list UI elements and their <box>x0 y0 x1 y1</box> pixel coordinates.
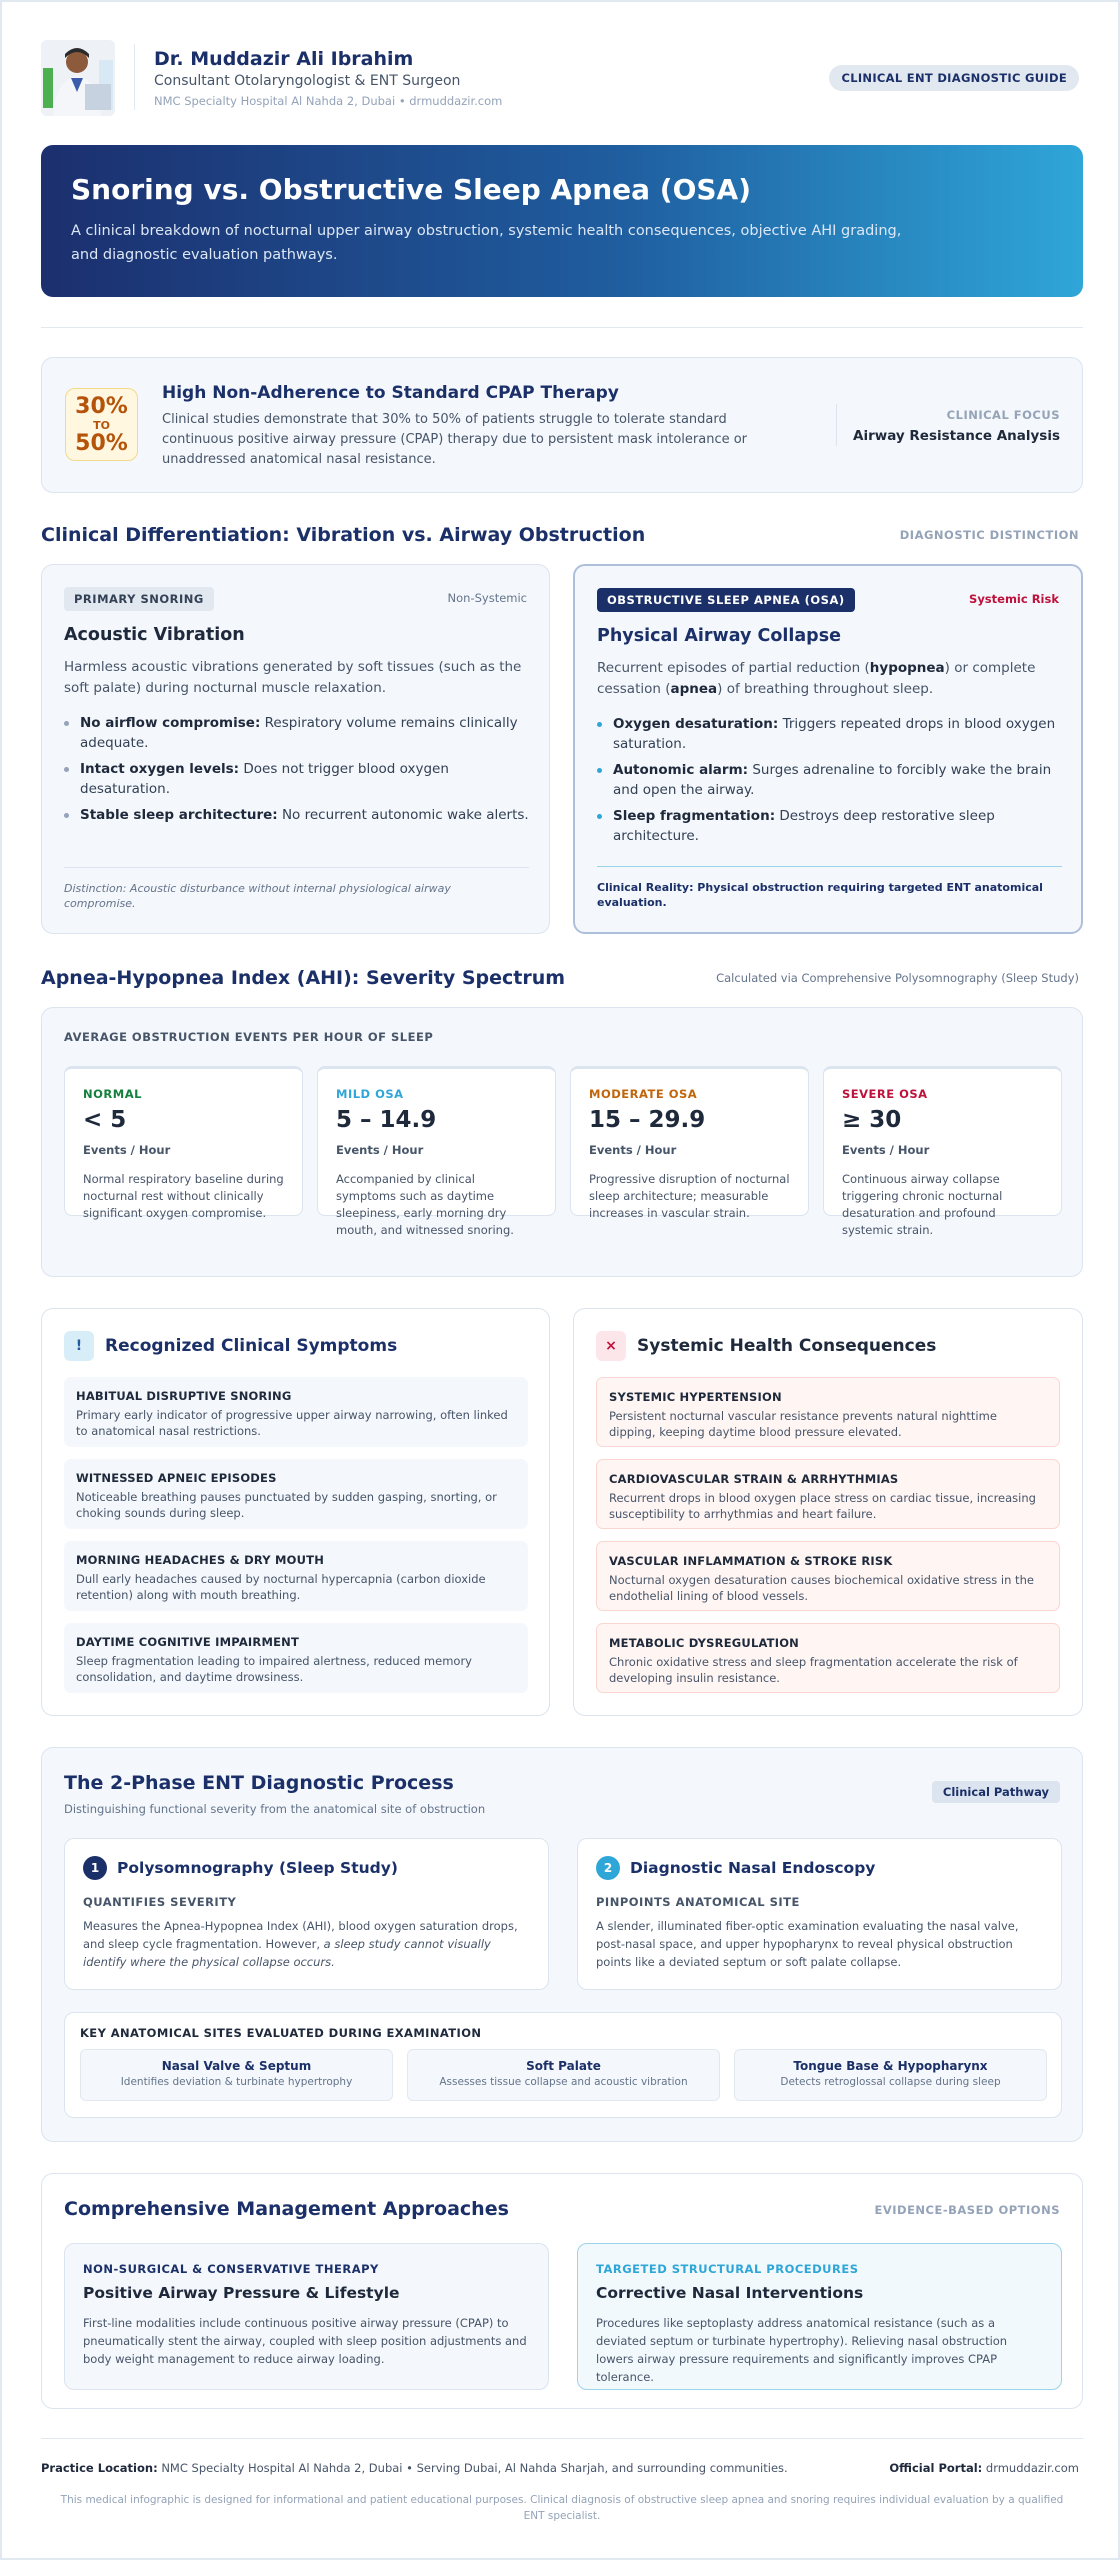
footer-divider <box>41 2438 1083 2439</box>
snoring-title: Acoustic Vibration <box>64 625 245 645</box>
snoring-bullet: Stable sleep architecture: No recurrent autonomic wake alerts. <box>64 805 529 825</box>
symptoms-card <box>41 1308 550 1716</box>
phase-2-card <box>577 1838 1062 1990</box>
consequence-item: VASCULAR INFLAMMATION & STROKE RISK Nocturnal oxygen desaturation causes biochemical oxidative stress in the endothelial lining of blood vessels. <box>596 1541 1060 1611</box>
site-soft-palate: Soft Palate Assesses tissue collapse and acoustic vibration <box>407 2049 720 2101</box>
doctor-name: Dr. Muddazir Ali Ibrahim <box>154 48 414 70</box>
ahi-level-mild <box>317 1066 556 1237</box>
symptom-item: HABITUAL DISRUPTIVE SNORING Primary early indicator of progressive upper airway narrowing, often linked to anatomical nasal restrictions. <box>64 1377 528 1447</box>
practice-text: NMC Specialty Hospital Al Nahda 2, Dubai • Serving Dubai, Al Nahda Sharjah, and surrounding communities. <box>161 2461 788 2475</box>
ahi-note: Calculated via Comprehensive Polysomnography (Sleep Study) <box>716 971 1079 985</box>
phase-number: 2 <box>596 1856 620 1880</box>
ahi-kicker: AVERAGE OBSTRUCTION EVENTS PER HOUR OF SLEEP <box>64 1030 434 1044</box>
ahi-level-range: < 5 <box>83 1107 127 1133</box>
consequences-card <box>573 1308 1083 1716</box>
phase-title: Polysomnography (Sleep Study) <box>117 1859 398 1877</box>
doctor-role: Consultant Otolaryngologist & ENT Surgeon <box>154 73 461 89</box>
phase-1-card <box>64 1838 549 1990</box>
phase-kicker: QUANTIFIES SEVERITY <box>83 1895 237 1909</box>
ahi-level-range: 15 – 29.9 <box>589 1107 706 1133</box>
ahi-level-severe <box>823 1066 1062 1237</box>
sites-heading: KEY ANATOMICAL SITES EVALUATED DURING EXAMINATION <box>80 2026 482 2040</box>
management-title-right: Corrective Nasal Interventions <box>596 2284 864 2302</box>
osa-bullet: Sleep fragmentation: Destroys deep restorative sleep architecture. <box>597 806 1062 846</box>
header-divider <box>134 44 135 110</box>
divider <box>41 327 1083 328</box>
snoring-note: Distinction: Acoustic disturbance without internal physiological airway compromise. <box>64 882 451 910</box>
cpap-title: High Non-Adherence to Standard CPAP Therapy <box>162 383 619 403</box>
management-heading: Comprehensive Management Approaches <box>64 2198 509 2220</box>
osa-note: Clinical Reality: Physical obstruction requiring targeted ENT anatomical evaluation. <box>597 881 1043 909</box>
practice-label: Practice Location: <box>41 2461 158 2475</box>
osa-bullet: Autonomic alarm: Surges adrenaline to forcibly wake the brain and open the airway. <box>597 760 1062 800</box>
process-panel <box>41 1747 1083 2142</box>
portal-link[interactable]: drmuddazir.com <box>985 2461 1079 2475</box>
site-tongue-base: Tongue Base & Hypopharynx Detects retroglossal collapse during sleep <box>734 2049 1047 2101</box>
consequence-item: CARDIOVASCULAR STRAIN & ARRHYTHMIAS Recurrent drops in blood oxygen place stress on cardiac tissue, increasing susceptibility to arrhythmias and heart failure. <box>596 1459 1060 1529</box>
ahi-level-label: NORMAL <box>83 1087 142 1101</box>
osa-title: Physical Airway Collapse <box>597 626 841 646</box>
alert-icon: ! <box>64 1331 94 1361</box>
clinical-focus-label: CLINICAL FOCUS <box>946 408 1060 422</box>
management-structural <box>577 2243 1062 2390</box>
snoring-bullet: Intact oxygen levels: Does not trigger blood oxygen desaturation. <box>64 759 529 799</box>
snoring-bullet: No airflow compromise: Respiratory volume remains clinically adequate. <box>64 713 529 753</box>
phase-title: Diagnostic Nasal Endoscopy <box>630 1859 876 1877</box>
phase-number: 1 <box>83 1856 107 1880</box>
ahi-heading: Apnea-Hypopnea Index (AHI): Severity Spectrum <box>41 967 566 989</box>
osa-card <box>573 564 1083 934</box>
cpap-percent-badge <box>65 388 138 461</box>
ahi-level-label: MODERATE OSA <box>589 1087 698 1101</box>
osa-bullets <box>597 714 1062 852</box>
management-conservative <box>64 2243 549 2390</box>
osa-tag: OBSTRUCTIVE SLEEP APNEA (OSA) <box>597 588 855 612</box>
osa-bullet: Oxygen desaturation: Triggers repeated drops in blood oxygen saturation. <box>597 714 1062 754</box>
snoring-tag: PRIMARY SNORING <box>64 587 214 611</box>
doctor-avatar <box>41 40 115 116</box>
consequence-item: SYSTEMIC HYPERTENSION Persistent nocturnal vascular resistance prevents natural nighttime dipping, keeping daytime blood pressure elevated. <box>596 1377 1060 1447</box>
guide-badge: CLINICAL ENT DIAGNOSTIC GUIDE <box>829 65 1079 91</box>
anatomical-sites-box <box>64 2012 1062 2118</box>
symptoms-heading: Recognized Clinical Symptoms <box>105 1336 398 1356</box>
management-kicker: EVIDENCE-BASED OPTIONS <box>874 2203 1060 2217</box>
process-heading: The 2-Phase ENT Diagnostic Process <box>64 1772 454 1794</box>
symptom-item: DAYTIME COGNITIVE IMPAIRMENT Sleep fragmentation leading to impaired alertness, reduced memory consolidation, and daytime drowsiness. <box>64 1623 528 1693</box>
management-text-left: First-line modalities include continuous positive airway pressure (CPAP) to pneumatically stent the airway, coupled with sleep position adjustments and body weight management to reduce airway loading. <box>83 2316 527 2366</box>
consequences-heading: Systemic Health Consequences <box>637 1336 937 1356</box>
process-subtitle: Distinguishing functional severity from the anatomical site of obstruction <box>64 1802 486 1816</box>
management-kicker-right: TARGETED STRUCTURAL PROCEDURES <box>596 2262 859 2276</box>
ahi-level-desc: Progressive disruption of nocturnal sleep architecture; measurable increases in vascular strain. <box>589 1172 790 1220</box>
badge-mid: TO <box>93 419 110 432</box>
ahi-level-unit: Events / Hour <box>83 1143 171 1157</box>
ahi-level-normal <box>64 1066 303 1220</box>
ahi-level-desc: Accompanied by clinical symptoms such as daytime sleepiness, early morning dry mouth, and witnessed snoring. <box>336 1172 514 1237</box>
ahi-level-desc: Normal respiratory baseline during nocturnal rest without clinically significant oxygen compromise. <box>83 1172 284 1220</box>
footer-disclaimer: This medical infographic is designed for informational and patient educational purposes. Clinical diagnosis of obstructive sleep apnea and snoring requires individual evaluation by a qualified ENT specialist. <box>60 2494 1064 2522</box>
close-icon: × <box>596 1331 626 1361</box>
hero-banner <box>41 145 1083 297</box>
hero-title: Snoring vs. Obstructive Sleep Apnea (OSA) <box>71 173 752 206</box>
snoring-text: Harmless acoustic vibrations generated by soft tissues (such as the soft palate) during nocturnal muscle relaxation. <box>64 659 522 696</box>
ahi-level-unit: Events / Hour <box>842 1143 930 1157</box>
footer-practice <box>41 2461 788 2475</box>
ahi-level-range: ≥ 30 <box>842 1107 902 1133</box>
osa-note-divider <box>597 866 1062 867</box>
management-text-right: Procedures like septoplasty address anatomical resistance (such as a deviated septum or turbinate hypertrophy). Relieving nasal obstruction lowers airway pressure requirements and significantly improves CPAP tolerance. <box>596 2316 1008 2384</box>
osa-risk: Systemic Risk <box>969 592 1059 606</box>
symptom-item: MORNING HEADACHES & DRY MOUTH Dull early headaches caused by nocturnal hypercapnia (carbon dioxide retention) along with mouth breathing. <box>64 1541 528 1611</box>
clinical-focus-value: Airway Resistance Analysis <box>853 428 1060 444</box>
phase-kicker: PINPOINTS ANATOMICAL SITE <box>596 1895 800 1909</box>
ahi-panel <box>41 1007 1083 1277</box>
footer-portal <box>889 2461 1079 2475</box>
differentiation-kicker: DIAGNOSTIC DISTINCTION <box>899 528 1079 542</box>
ahi-level-desc: Continuous airway collapse triggering chronic nocturnal desaturation and profound systemic strain. <box>842 1172 1003 1237</box>
cpap-text: Clinical studies demonstrate that 30% to 50% of patients struggle to tolerate standard continuous positive airway pressure (CPAP) therapy due to persistent mask intolerance or unaddressed anatomical nasal resistance. <box>162 412 748 467</box>
consequence-item: METABOLIC DYSREGULATION Chronic oxidative stress and sleep fragmentation accelerate the risk of developing insulin resistance. <box>596 1623 1060 1693</box>
symptom-item: WITNESSED APNEIC EPISODES Noticeable breathing pauses punctuated by sudden gasping, snorting, or choking sounds during sleep. <box>64 1459 528 1529</box>
ahi-level-label: MILD OSA <box>336 1087 404 1101</box>
management-panel <box>41 2173 1083 2409</box>
ahi-level-moderate <box>570 1066 809 1220</box>
snoring-bullets <box>64 713 529 831</box>
ahi-level-unit: Events / Hour <box>336 1143 424 1157</box>
phase-text: Measures the Apnea-Hypopnea Index (AHI), blood oxygen saturation drops, and sleep cycle fragmentation. However, a sleep study cannot visually identify where the physical collapse occurs. <box>83 1919 518 1969</box>
site-nasal-valve: Nasal Valve & Septum Identifies deviation & turbinate hypertrophy <box>80 2049 393 2101</box>
ahi-level-label: SEVERE OSA <box>842 1087 928 1101</box>
ahi-level-range: 5 – 14.9 <box>336 1107 437 1133</box>
ahi-level-unit: Events / Hour <box>589 1143 677 1157</box>
snoring-note-divider <box>64 867 529 868</box>
management-kicker-left: NON-SURGICAL & CONSERVATIVE THERAPY <box>83 2262 379 2276</box>
cpap-divider <box>836 404 837 446</box>
clinical-pathway-badge: Clinical Pathway <box>932 1781 1060 1803</box>
badge-top: 30% <box>75 394 128 419</box>
doctor-location: NMC Specialty Hospital Al Nahda 2, Dubai • drmuddazir.com <box>154 94 503 108</box>
hero-subtitle: A clinical breakdown of nocturnal upper airway obstruction, systemic health consequences, objective AHI grading, and diagnostic evaluation pathways. <box>71 223 902 263</box>
phase-text: A slender, illuminated fiber-optic examination evaluating the nasal valve, post-nasal space, and upper hypopharynx to reveal physical obstruction points like a deviated septum or soft palate collapse. <box>596 1919 1019 1969</box>
management-title-left: Positive Airway Pressure & Lifestyle <box>83 2284 400 2302</box>
portal-label: Official Portal: <box>889 2461 983 2475</box>
differentiation-heading: Clinical Differentiation: Vibration vs. Airway Obstruction <box>41 524 646 546</box>
badge-bottom: 50% <box>75 431 128 456</box>
osa-text: Recurrent episodes of partial reduction (hypopnea) or complete cessation (apnea) of breathing throughout sleep. <box>597 660 1036 697</box>
snoring-risk: Non-Systemic <box>447 591 527 605</box>
snoring-card <box>41 564 550 934</box>
cpap-callout <box>41 357 1083 493</box>
